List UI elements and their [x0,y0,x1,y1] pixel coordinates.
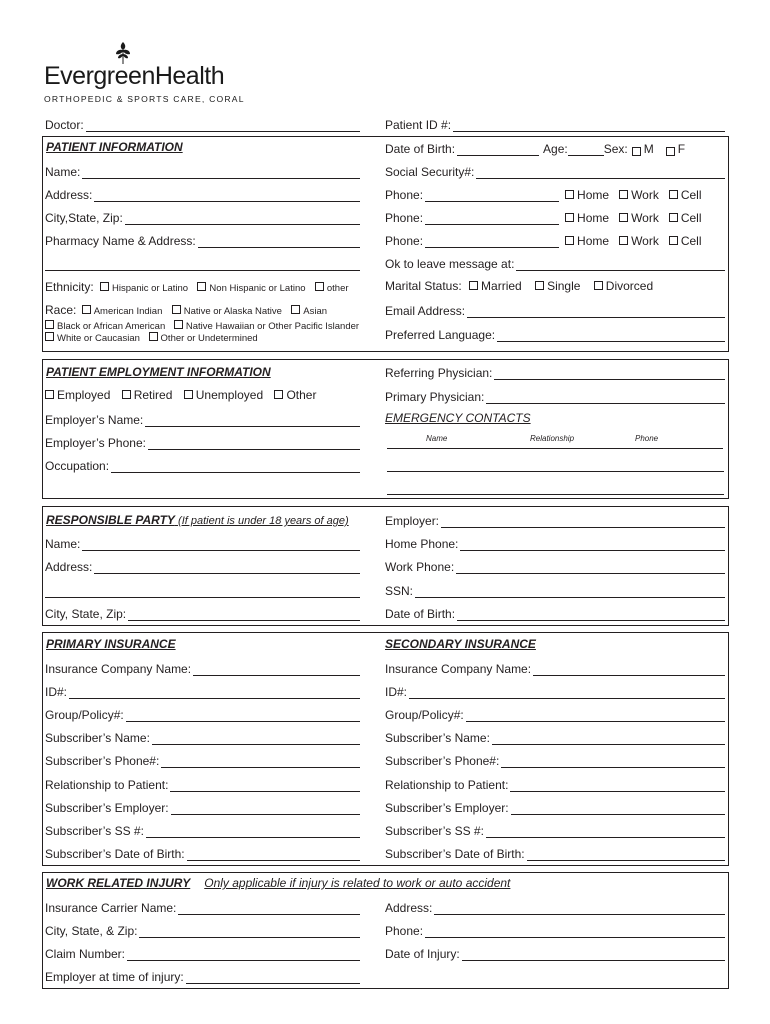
marital-status-options[interactable]: Marital Status: Married Single Divorced [385,279,654,293]
pri-sub-employer-field[interactable]: Subscriber’s Employer: [45,799,360,815]
evergreen-leaf-icon [115,42,131,64]
pharmacy-field-line2[interactable] [45,255,360,271]
rp-address-line2[interactable] [45,582,360,598]
city-state-zip-field[interactable]: City,State, Zip: [45,209,360,225]
sec-sub-name-field[interactable]: Subscriber’s Name: [385,729,725,745]
wi-date-field[interactable]: Date of Injury: [385,945,725,961]
sec-sub-phone-field[interactable]: Subscriber’s Phone#: [385,752,725,768]
dob-age-sex-row[interactable]: Date of Birth: Age: Sex: M F [385,142,686,156]
email-field[interactable]: Email Address: [385,302,725,318]
sec-sub-dob-field[interactable]: Subscriber’s Date of Birth: [385,845,725,861]
ethnicity-options[interactable]: Ethnicity: Hispanic or Latino Non Hispanic or Latino other [45,280,349,294]
employer-phone-field[interactable]: Employer’s Phone: [45,434,360,450]
sec-sub-employer-field[interactable]: Subscriber’s Employer: [385,799,725,815]
rp-dob-field[interactable]: Date of Birth: [385,605,725,621]
work-injury-title: WORK RELATED INJURY Only applicable if injury is related to work or auto accident [46,876,511,890]
wi-city-field[interactable]: City, State, & Zip: [45,922,360,938]
pharmacy-field[interactable]: Pharmacy Name & Address: [45,232,360,248]
ec-line-1[interactable] [387,448,723,449]
brand-subtitle: ORTHOPEDIC & SPORTS CARE, CORAL [44,94,245,104]
patient-id-field[interactable]: Patient ID #: [385,116,725,132]
ok-message-field[interactable]: Ok to leave message at: [385,255,725,271]
rp-work-phone-field[interactable]: Work Phone: [385,558,725,574]
ec-phone-header: Phone [635,434,659,443]
doctor-field[interactable]: Doctor: [45,116,360,132]
primary-insurance-title: PRIMARY INSURANCE [46,637,176,651]
rp-employer-field[interactable]: Employer: [385,512,725,528]
sec-company-field[interactable]: Insurance Company Name: [385,660,725,676]
pri-company-field[interactable]: Insurance Company Name: [45,660,360,676]
brand-name: EvergreenHealth [44,62,225,90]
phone-field-3[interactable]: Phone: Home Work Cell [385,234,702,248]
pri-relationship-field[interactable]: Relationship to Patient: [45,776,360,792]
rp-home-phone-field[interactable]: Home Phone: [385,535,725,551]
emergency-contacts-title: EMERGENCY CONTACTS [385,411,531,425]
phone-field-2[interactable]: Phone: Home Work Cell [385,211,702,225]
sec-group-field[interactable]: Group/Policy#: [385,706,725,722]
rp-city-field[interactable]: City, State, Zip: [45,605,360,621]
ec-line-2[interactable] [387,471,724,472]
pri-sub-name-field[interactable]: Subscriber’s Name: [45,729,360,745]
language-field[interactable]: Preferred Language: [385,326,725,342]
wi-employer-field[interactable]: Employer at time of injury: [45,968,360,984]
sec-sub-ss-field[interactable]: Subscriber’s SS #: [385,822,725,838]
responsible-party-title: RESPONSIBLE PARTY (If patient is under 18 years of age) [46,513,349,527]
race-options-row1[interactable]: Race: American Indian Native or Alaska Native Asian [45,303,328,317]
sec-id-field[interactable]: ID#: [385,683,725,699]
ec-name-header: Name [426,434,448,443]
ec-line-3[interactable] [387,494,724,495]
pri-sub-ss-field[interactable]: Subscriber’s SS #: [45,822,360,838]
pri-group-field[interactable]: Group/Policy#: [45,706,360,722]
employer-name-field[interactable]: Employer’s Name: [45,411,360,427]
secondary-insurance-title: SECONDARY INSURANCE [385,637,536,651]
primary-physician-field[interactable]: Primary Physician: [385,388,725,404]
wi-claim-field[interactable]: Claim Number: [45,945,360,961]
address-field[interactable]: Address: [45,186,360,202]
wi-address-field[interactable]: Address: [385,899,725,915]
employment-status-options[interactable]: Employed Retired Unemployed Other [45,388,316,402]
ec-relationship-header: Relationship [530,434,575,443]
employment-title: PATIENT EMPLOYMENT INFORMATION [46,365,271,379]
pri-sub-dob-field[interactable]: Subscriber’s Date of Birth: [45,845,360,861]
sec-relationship-field[interactable]: Relationship to Patient: [385,776,725,792]
rp-name-field[interactable]: Name: [45,535,360,551]
referring-physician-field[interactable]: Referring Physician: [385,364,725,380]
name-field[interactable]: Name: [45,163,360,179]
employment-box [42,359,729,499]
wi-carrier-field[interactable]: Insurance Carrier Name: [45,899,360,915]
phone-field-1[interactable]: Phone: Home Work Cell [385,188,702,202]
occupation-field[interactable]: Occupation: [45,457,360,473]
ssn-field[interactable]: Social Security#: [385,163,725,179]
pri-sub-phone-field[interactable]: Subscriber’s Phone#: [45,752,360,768]
wi-phone-field[interactable]: Phone: [385,922,725,938]
race-options-row3[interactable]: White or Caucasian Other or Undetermined [45,332,258,344]
pri-id-field[interactable]: ID#: [45,683,360,699]
rp-address-field[interactable]: Address: [45,558,360,574]
patient-info-title: PATIENT INFORMATION [46,140,183,154]
rp-ssn-field[interactable]: SSN: [385,582,725,598]
race-options-row2[interactable]: Black or African American Native Hawaiian or Other Pacific Islander [45,320,359,332]
